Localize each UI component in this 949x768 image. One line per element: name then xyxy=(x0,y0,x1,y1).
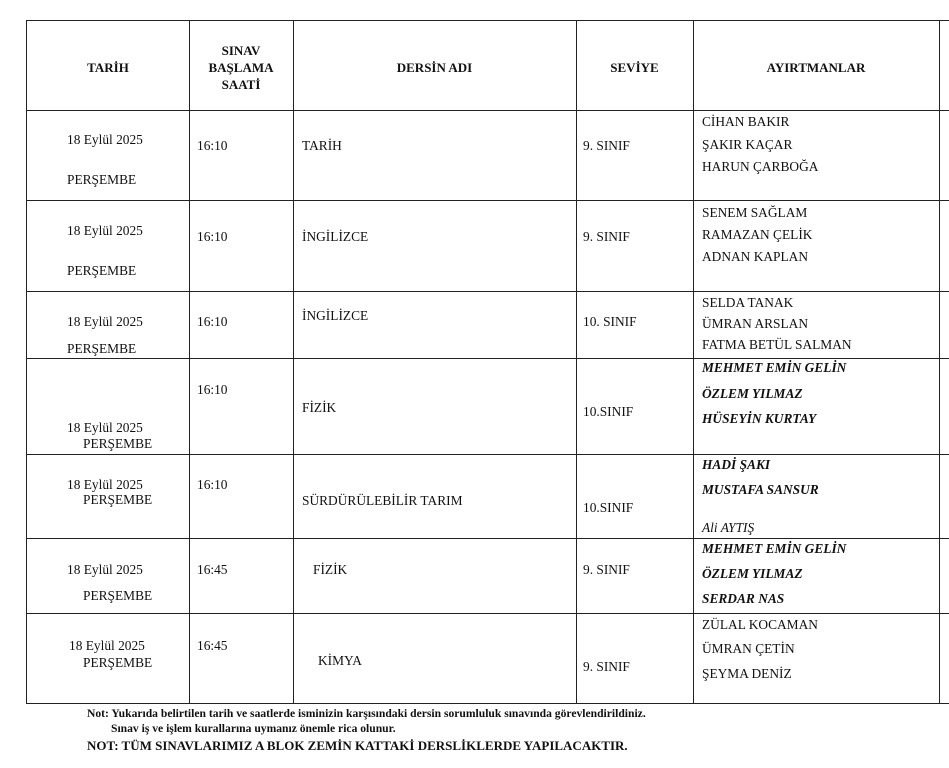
row-course: SÜRDÜRÜLEBİLİR TARIM xyxy=(302,493,463,508)
row-course: FİZİK xyxy=(313,562,348,577)
row-course: FİZİK xyxy=(302,400,337,415)
row-level: 9. SINIF xyxy=(583,229,630,244)
row-proctor: ŞEYMA DENİZ xyxy=(702,666,792,681)
row-date: 18 Eylül 2025 xyxy=(67,477,143,492)
row-divider xyxy=(27,538,949,539)
row-time: 16:10 xyxy=(197,229,228,244)
row-course: İNGİLİZCE xyxy=(302,308,369,323)
note-line-3: NOT: TÜM SINAVLARIMIZ A BLOK ZEMİN KATTAKİ DERSLİKLERDE YAPILACAKTIR. xyxy=(87,738,628,753)
header-start-time-line2: BAŞLAMA xyxy=(208,60,274,75)
row-level: 9. SINIF xyxy=(583,659,630,674)
row-date: 18 Eylül 2025 xyxy=(67,314,143,329)
column-divider xyxy=(293,21,294,703)
column-divider xyxy=(939,21,940,703)
row-proctor: ÖZLEM YILMAZ xyxy=(702,386,803,401)
row-date: 18 Eylül 2025 xyxy=(69,638,145,653)
row-proctor: MEHMET EMİN GELİN xyxy=(702,360,847,375)
header-proctors: AYIRTMANLAR xyxy=(766,60,866,75)
row-day: PERŞEMBE xyxy=(83,436,153,451)
row-level: 10.SINIF xyxy=(583,404,634,419)
row-time: 16:45 xyxy=(197,562,228,577)
row-level: 10. SINIF xyxy=(583,314,637,329)
row-proctor: Ali AYTIŞ xyxy=(702,520,755,535)
row-time: 16:10 xyxy=(197,382,228,397)
header-course-name: DERSİN ADI xyxy=(396,60,473,75)
row-day: PERŞEMBE xyxy=(83,492,153,507)
column-divider xyxy=(693,21,694,703)
row-course: KİMYA xyxy=(318,653,362,668)
row-course: TARİH xyxy=(302,138,342,153)
row-level: 9. SINIF xyxy=(583,562,630,577)
row-divider xyxy=(27,110,949,111)
row-proctor: SERDAR NAS xyxy=(702,591,785,606)
column-divider xyxy=(576,21,577,703)
row-course: İNGİLİZCE xyxy=(302,229,369,244)
row-divider xyxy=(27,613,949,614)
row-time: 16:10 xyxy=(197,477,228,492)
row-proctor: MUSTAFA SANSUR xyxy=(702,482,819,497)
row-proctor: ZÜLAL KOCAMAN xyxy=(702,617,818,632)
row-proctor: HARUN ÇARBOĞA xyxy=(702,159,819,174)
row-level: 10.SINIF xyxy=(583,500,634,515)
row-divider xyxy=(27,454,949,455)
row-day: PERŞEMBE xyxy=(67,263,137,278)
header-start-time-line1: SINAV xyxy=(221,43,261,58)
row-proctor: CİHAN BAKIR xyxy=(702,114,790,129)
row-proctor: HÜSEYİN KURTAY xyxy=(702,411,817,426)
row-day: PERŞEMBE xyxy=(67,341,137,356)
header-date: TARİH xyxy=(87,60,129,75)
row-proctor: RAMAZAN ÇELİK xyxy=(702,227,813,242)
row-proctor: SENEM SAĞLAM xyxy=(702,205,808,220)
row-level: 9. SINIF xyxy=(583,138,630,153)
row-proctor: FATMA BETÜL SALMAN xyxy=(702,337,852,352)
row-date: 18 Eylül 2025 xyxy=(67,562,143,577)
row-proctor: ŞAKIR KAÇAR xyxy=(702,137,793,152)
row-proctor: SELDA TANAK xyxy=(702,295,794,310)
note-line-2: Sınav iş ve işlem kurallarına uymanız önemle rica olunur. xyxy=(111,722,396,735)
row-time: 16:45 xyxy=(197,638,228,653)
row-divider xyxy=(27,200,949,201)
row-proctor: ÖZLEM YILMAZ xyxy=(702,566,803,581)
header-level: SEVİYE xyxy=(610,60,659,75)
row-proctor: MEHMET EMİN GELİN xyxy=(702,541,847,556)
column-divider xyxy=(189,21,190,703)
row-proctor: HADİ ŞAKI xyxy=(702,457,771,472)
row-day: PERŞEMBE xyxy=(67,172,137,187)
schedule-table xyxy=(26,20,949,704)
row-date: 18 Eylül 2025 xyxy=(67,223,143,238)
row-day: PERŞEMBE xyxy=(83,588,153,603)
note-line-1: Not: Yukarıda belirtilen tarih ve saatlerde isminizin karşısındaki dersin sorumluluk sınavında görevlendirildiniz. xyxy=(87,707,646,720)
row-date: 18 Eylül 2025 xyxy=(67,420,143,435)
header-start-time-line3: SAATİ xyxy=(221,77,261,92)
row-time: 16:10 xyxy=(197,314,228,329)
row-proctor: ÜMRAN ÇETİN xyxy=(702,641,795,656)
row-day: PERŞEMBE xyxy=(83,655,153,670)
row-proctor: ADNAN KAPLAN xyxy=(702,249,809,264)
row-time: 16:10 xyxy=(197,138,228,153)
row-divider xyxy=(27,358,949,359)
row-date: 18 Eylül 2025 xyxy=(67,132,143,147)
row-proctor: ÜMRAN ARSLAN xyxy=(702,316,809,331)
row-divider xyxy=(27,291,949,292)
